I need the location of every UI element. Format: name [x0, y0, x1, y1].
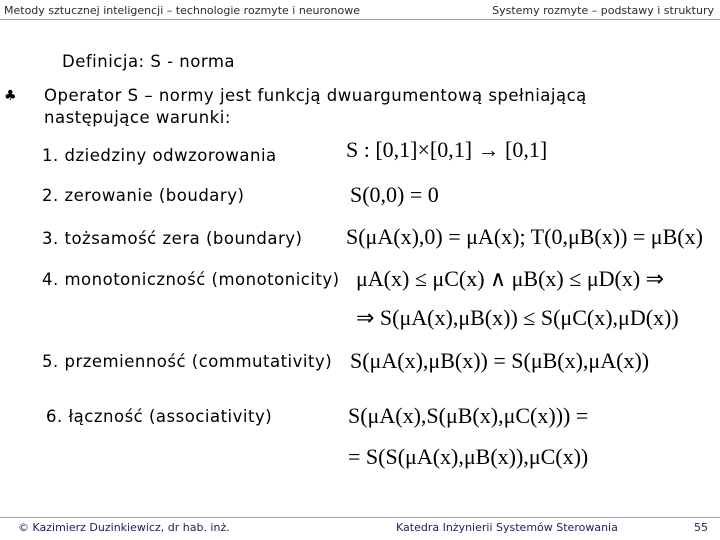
slide-title: Definicja: S - norma	[62, 52, 236, 71]
intro-line-2: następujące warunki:	[44, 108, 231, 127]
header-right: Systemy rozmyte – podstawy i struktury	[492, 4, 714, 17]
footer-author: © Kazimierz Duzinkiewicz, dr hab. inż.	[18, 521, 230, 534]
condition-4-label: 4. monotoniczność (monotonicity)	[42, 270, 340, 289]
header-divider	[0, 19, 720, 20]
condition-3-formula: S(μA(x),0) = μA(x); T(0,μB(x)) = μB(x)	[346, 224, 703, 249]
condition-6-formula: S(μA(x),S(μB(x),μC(x))) =	[348, 403, 589, 428]
condition-5-label: 5. przemienność (commutativity)	[42, 352, 333, 371]
condition-3-label: 3. tożsamość zera (boundary)	[42, 229, 303, 248]
club-bullet-icon: ♣	[4, 88, 17, 104]
condition-6-formula-cont: = S(S(μA(x),μB(x)),μC(x))	[348, 444, 589, 469]
condition-4-formula-cont: ⇒ S(μA(x),μB(x)) ≤ S(μC(x),μD(x))	[356, 305, 679, 330]
intro-line-1: Operator S – normy jest funkcją dwuargumentową spełniającą	[44, 86, 587, 105]
condition-1-label: 1. dziedziny odwzorowania	[42, 146, 277, 165]
footer-divider	[0, 517, 720, 518]
condition-5-formula: S(μA(x),μB(x)) = S(μB(x),μA(x))	[350, 348, 650, 373]
page-number: 55	[694, 521, 708, 534]
condition-2-label: 2. zerowanie (boudary)	[42, 186, 245, 205]
condition-6-label: 6. łączność (associativity)	[46, 407, 273, 426]
condition-1-formula: S : [0,1]×[0,1] → [0,1]	[346, 137, 548, 162]
condition-4-formula: μA(x) ≤ μC(x) ∧ μB(x) ≤ μD(x) ⇒	[356, 266, 665, 291]
footer-department: Katedra Inżynierii Systemów Sterowania	[396, 521, 618, 534]
condition-2-formula: S(0,0) = 0	[350, 182, 439, 207]
header-left: Metody sztucznej inteligencji – technologie rozmyte i neuronowe	[4, 4, 361, 17]
